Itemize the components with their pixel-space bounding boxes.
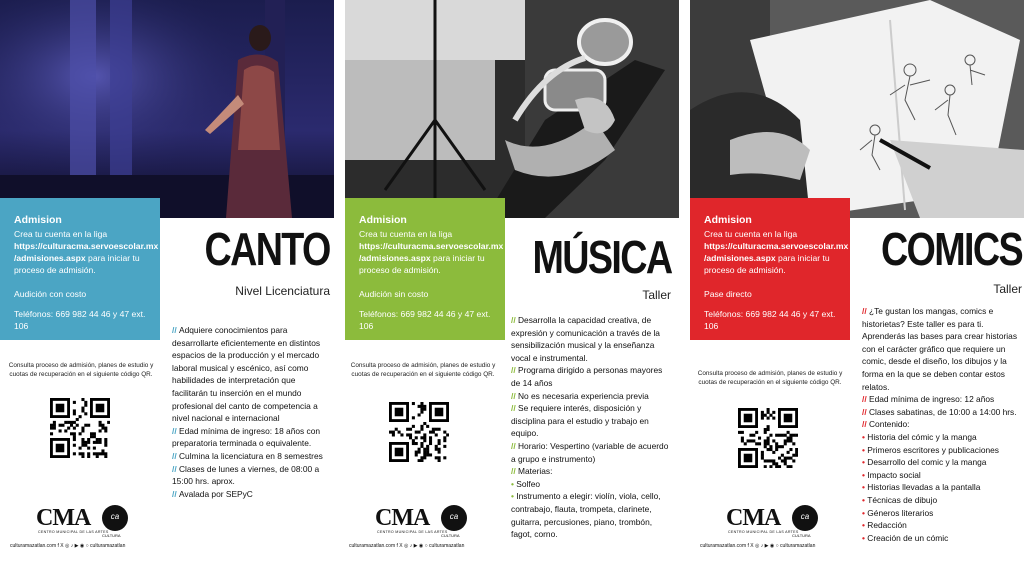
bullet-icon: •	[511, 478, 517, 489]
bullet-icon: •	[862, 482, 868, 493]
cultura-label: CULTURA	[102, 533, 121, 538]
slash-marker: //	[172, 325, 179, 335]
detail-item	[172, 450, 328, 463]
bullet-icon: •	[862, 520, 868, 531]
slash-marker: //	[862, 306, 869, 316]
detail-text: Horario: Vespertino (variable de acuerdo a grupo e instrumento)	[511, 440, 669, 464]
bullet-icon: •	[862, 494, 868, 505]
admission-heading: Admision	[704, 214, 752, 226]
detail-text: Redacción	[867, 520, 907, 531]
detail-item	[862, 469, 1020, 482]
footer-social: culturamazatlan.com f X ◎ ♪ ▶ ◉ ○ culturamazatlan	[10, 543, 126, 549]
slash-marker: //	[862, 394, 869, 405]
bullet-icon: •	[862, 507, 868, 518]
program-details	[172, 324, 328, 500]
admission-process: proceso de admisión.	[704, 265, 786, 275]
admission-mode: Audición sin costo	[359, 289, 429, 299]
cma-logo	[726, 505, 826, 545]
slash-marker: //	[511, 315, 518, 325]
detail-item	[172, 324, 328, 425]
cultura-badge-icon: ca	[441, 505, 467, 531]
bullet-icon: •	[862, 532, 868, 543]
bullet-icon: •	[862, 469, 868, 480]
bullet-icon: •	[862, 444, 868, 455]
phone-numbers: Teléfonos: 669 982 44 46 y 47 ext. 106	[359, 309, 491, 331]
detail-item	[862, 494, 1020, 507]
program-details	[862, 305, 1020, 544]
detail-item	[862, 456, 1020, 469]
poster-comics	[690, 0, 1024, 576]
detail-item	[511, 465, 673, 478]
detail-item	[862, 532, 1020, 545]
detail-item	[511, 440, 673, 465]
detail-item	[511, 390, 673, 403]
cma-logo-subtitle: CENTRO MUNICIPAL DE LAS ARTES	[38, 530, 109, 534]
admission-link-path[interactable]: /admisiones.aspx	[14, 253, 86, 263]
cma-logo-text: CMA	[726, 505, 781, 531]
cultura-label: CULTURA	[441, 533, 460, 538]
detail-item	[172, 488, 328, 501]
detail-text: Desarrollo del comic y la manga	[867, 457, 987, 468]
poster-canto	[0, 0, 334, 576]
detail-text: Creación de un cómic	[867, 532, 949, 543]
slash-marker: //	[511, 466, 518, 477]
detail-text: Desarrolla la capacidad creativa, de expresión y comunicación a través de la sensibilización musical y la enseñanza vocal e instrumental.	[511, 315, 660, 363]
qr-code-icon[interactable]	[738, 408, 798, 468]
detail-text: Técnicas de dibujo	[867, 494, 938, 505]
detail-item	[511, 402, 673, 440]
bullet-icon: •	[511, 491, 517, 502]
detail-item	[862, 406, 1020, 419]
admission-link-path[interactable]: /admisiones.aspx	[359, 253, 431, 263]
admission-heading: Admision	[14, 214, 62, 226]
detail-item	[511, 490, 673, 540]
detail-item	[862, 393, 1020, 406]
qr-code-icon[interactable]	[389, 402, 449, 462]
admission-heading: Admision	[359, 214, 407, 226]
slash-marker: //	[511, 440, 518, 451]
bullet-icon: •	[862, 457, 868, 468]
detail-text: Materias:	[517, 466, 553, 477]
detail-text: ¿Te gustan los mangas, comics e historietas? Este taller es para ti. Aprenderás las bases para crear historias con el carácter gráfico que requiere un comic, desde el diseño, los dibujos y la forma en la que se deben contar estos relatos.	[862, 306, 1018, 392]
detail-item	[862, 507, 1020, 520]
detail-text: Se requiere interés, disposición y disciplina para el estudio y trabajo en equipo.	[511, 403, 649, 439]
detail-text: Historias llevadas a la pantalla	[867, 482, 981, 493]
detail-text: Adquiere conocimientos para desarrollarte eficientemente en distintos espacios de la producción y el mercado laboral musical y escénico, así como habilidades de interpretación que facilitarán tu inserción en el mundo profesional del canto de competencia a nivel nacional e internacional	[172, 325, 321, 424]
admission-link-tail: para iniciar tu	[778, 253, 830, 263]
cultura-badge-icon: ca	[792, 505, 818, 531]
program-details	[511, 314, 673, 541]
cma-logo-text: CMA	[375, 505, 430, 531]
detail-item	[172, 425, 328, 450]
admission-text: Crea tu cuenta en la liga	[14, 229, 108, 239]
admission-text: Crea tu cuenta en la liga	[704, 229, 798, 239]
poster-musica	[345, 0, 679, 576]
admission-link[interactable]: https://culturacma.servoescolar.mx	[704, 241, 849, 251]
detail-text: Edad mínima de ingreso: 12 años	[868, 394, 995, 405]
qr-caption: Consulta proceso de admisión, planes de estudio y cuotas de recuperación en el siguiente código QR.	[8, 362, 154, 378]
slash-marker: //	[511, 365, 518, 376]
program-subtitle: Taller	[642, 288, 671, 302]
admission-box	[345, 198, 505, 340]
detail-text: Historia del cómic y la manga	[867, 431, 977, 442]
slash-marker: //	[172, 450, 179, 461]
bullet-icon: •	[862, 431, 868, 442]
admission-process: proceso de admisión.	[14, 265, 96, 275]
cma-logo	[375, 505, 475, 545]
cma-logo-subtitle: CENTRO MUNICIPAL DE LAS ARTES	[377, 530, 448, 534]
admission-mode: Pase directo	[704, 289, 752, 299]
detail-text: No es necesaria experiencia previa	[517, 390, 649, 401]
trumpet-photo	[345, 0, 679, 218]
detail-text: Primeros escritores y publicaciones	[867, 444, 999, 455]
detail-item	[862, 481, 1020, 494]
footer-social: culturamazatlan.com f X ◎ ♪ ▶ ◉ ○ culturamazatlan	[349, 543, 465, 549]
detail-text: Avalada por SEPyC	[178, 488, 253, 499]
admission-mode: Audición con costo	[14, 289, 87, 299]
slash-marker: //	[862, 406, 869, 417]
qr-caption: Consulta proceso de admisión, planes de estudio y cuotas de recuperación en el siguiente código QR.	[697, 370, 843, 386]
slash-marker: //	[511, 390, 518, 401]
phone-numbers: Teléfonos: 669 982 44 46 y 47 ext. 106	[704, 309, 836, 331]
detail-item	[172, 463, 328, 488]
slash-marker: //	[172, 463, 179, 474]
admission-text: Crea tu cuenta en la liga	[359, 229, 453, 239]
detail-item	[862, 305, 1020, 393]
detail-item	[862, 431, 1020, 444]
detail-text: Clases sabatinas, de 10:00 a 14:00 hrs.	[868, 406, 1017, 417]
admission-link[interactable]: https://culturacma.servoescolar.mx	[359, 241, 504, 251]
detail-text: Contenido:	[868, 419, 910, 430]
program-title: COMICS	[880, 223, 1022, 275]
cma-logo-subtitle: CENTRO MUNICIPAL DE LAS ARTES	[728, 530, 799, 534]
admission-link[interactable]: https://culturacma.servoescolar.mx	[14, 241, 159, 251]
program-subtitle: Nivel Licenciatura	[235, 284, 330, 298]
detail-text: Géneros literarios	[867, 507, 934, 518]
singer-photo	[0, 0, 334, 218]
qr-code-icon[interactable]	[50, 398, 110, 458]
program-title: MÚSICA	[532, 231, 671, 283]
program-subtitle: Taller	[993, 282, 1022, 296]
detail-text: Instrumento a elegir: violín, viola, cello, contrabajo, flauta, trompeta, clarinete, guitarra, percusiones, piano, trombón, fagot, corno.	[511, 491, 661, 540]
admission-link-tail: para iniciar tu	[88, 253, 140, 263]
admission-link-path[interactable]: /admisiones.aspx	[704, 253, 776, 263]
detail-item	[862, 418, 1020, 431]
detail-text: Clases de lunes a viernes, de 08:00 a 15:00 hrs. aprox.	[172, 463, 320, 487]
detail-item	[862, 519, 1020, 532]
detail-item	[511, 478, 673, 491]
footer-social: culturamazatlan.com f X ◎ ♪ ▶ ◉ ○ culturamazatlan	[700, 543, 816, 549]
program-title: CANTO	[204, 223, 330, 275]
slash-marker: //	[172, 425, 179, 436]
slash-marker: //	[511, 403, 518, 414]
detail-item	[511, 364, 673, 389]
detail-text: Edad mínima de ingreso: 18 años con preparatoria terminada o equivalente.	[172, 425, 321, 449]
slash-marker: //	[172, 488, 179, 499]
detail-item	[862, 444, 1020, 457]
phone-numbers: Teléfonos: 669 982 44 46 y 47 ext. 106	[14, 309, 146, 331]
admission-box	[0, 198, 160, 340]
sketchbook-photo	[690, 0, 1024, 218]
admission-box	[690, 198, 850, 340]
detail-text: Solfeo	[516, 478, 541, 489]
admission-link-tail: para iniciar tu	[433, 253, 485, 263]
cultura-badge-icon: ca	[102, 505, 128, 531]
slash-marker: //	[862, 419, 869, 430]
detail-text: Programa dirigido a personas mayores de 14 años	[511, 365, 663, 388]
detail-text: Culmina la licenciatura en 8 semestres	[178, 450, 323, 461]
cultura-label: CULTURA	[792, 533, 811, 538]
detail-text: Impacto social	[867, 469, 921, 480]
cma-logo	[36, 505, 136, 545]
detail-item	[511, 314, 673, 364]
admission-process: proceso de admisión.	[359, 265, 441, 275]
qr-caption: Consulta proceso de admisión, planes de estudio y cuotas de recuperación en el siguiente código QR.	[350, 362, 496, 378]
cma-logo-text: CMA	[36, 505, 91, 531]
